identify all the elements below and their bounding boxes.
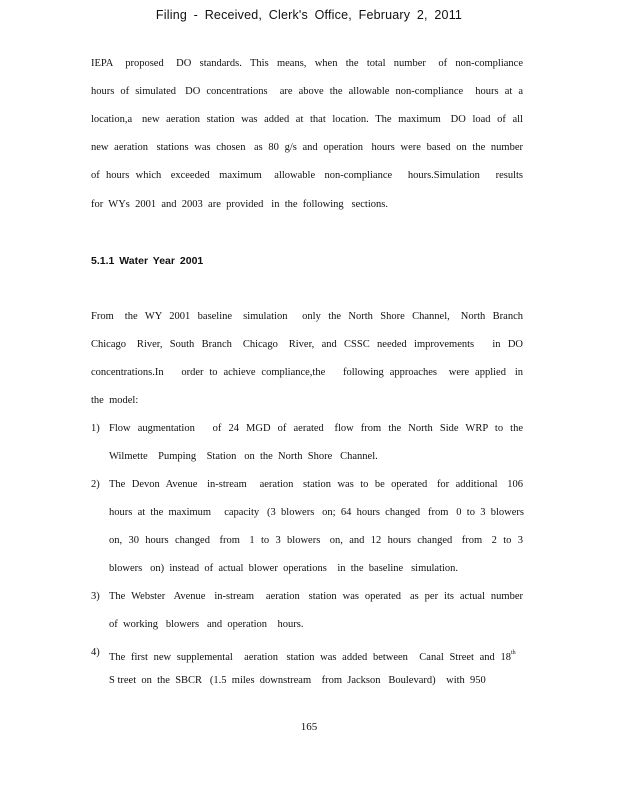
paragraph-line: location,a new aeration station was added at that location. The maximum DO load of all (91, 114, 523, 125)
paragraph-line: new aeration stations was chosen as 80 g/s and operation hours were based on the number (91, 142, 523, 153)
filing-header: Filing - Received, Clerk's Office, February 2, 2011 (155, 8, 463, 22)
page-number: 165 (300, 721, 318, 733)
list-item-line: The Devon Avenue in-stream aeration station was to be operated for additional 106 (109, 479, 523, 490)
list-item-line: on, 30 hours changed from 1 to 3 blowers on, and 12 hours changed from 2 to 3 (109, 535, 523, 546)
paragraph-line: concentrations.In order to achieve compliance,the following approaches were applied in (91, 367, 523, 378)
list-item-line: The Webster Avenue in-stream aeration station was operated as per its actual number (109, 591, 523, 602)
list-item-line: Flow augmentation of 24 MGD of aerated flow from the North Side WRP to the (109, 423, 523, 434)
list-item-line-with-superscript (109, 646, 521, 665)
list-item-line: hours at the maximum capacity (3 blowers on; 64 hours changed from 0 to 3 blowers (109, 507, 524, 518)
paragraph-line: hours of simulated DO concentrations are above the allowable non-compliance hours at a (91, 86, 523, 97)
list-number: 1) (91, 423, 100, 434)
paragraph-line: From the WY 2001 baseline simulation only the North Shore Channel, North Branch (91, 311, 523, 322)
paragraph-line: of hours which exceeded maximum allowable non-compliance hours.Simulation results (91, 170, 523, 181)
section-heading: 5.1.1 Water Year 2001 (91, 255, 204, 267)
list-number: 3) (91, 591, 100, 602)
list-item-line: of working blowers and operation hours. (109, 619, 304, 630)
paragraph-line: for WYs 2001 and 2003 are provided in the following sections. (91, 199, 388, 210)
ordinal-superscript: th (511, 650, 516, 656)
paragraph-line: IEPA proposed DO standards. This means, when the total number of non-compliance (91, 58, 523, 69)
paragraph-line: Chicago River, South Branch Chicago River, and CSSC needed improvements in DO (91, 339, 523, 350)
list-number: 2) (91, 479, 100, 490)
list-item-line: blowers on) instead of actual blower operations in the baseline simulation. (109, 563, 459, 574)
list-item-line: The first new supplemental aeration station was added between Canal Street and 18 (109, 652, 511, 663)
paragraph-line: the model: (91, 395, 139, 406)
list-item-line: S treet on the SBCR (1.5 miles downstream from Jackson Boulevard) with 950 (109, 675, 486, 686)
list-number: 4) (91, 647, 100, 658)
list-item-line: Wilmette Pumping Station on the North Shore Channel. (109, 451, 378, 462)
